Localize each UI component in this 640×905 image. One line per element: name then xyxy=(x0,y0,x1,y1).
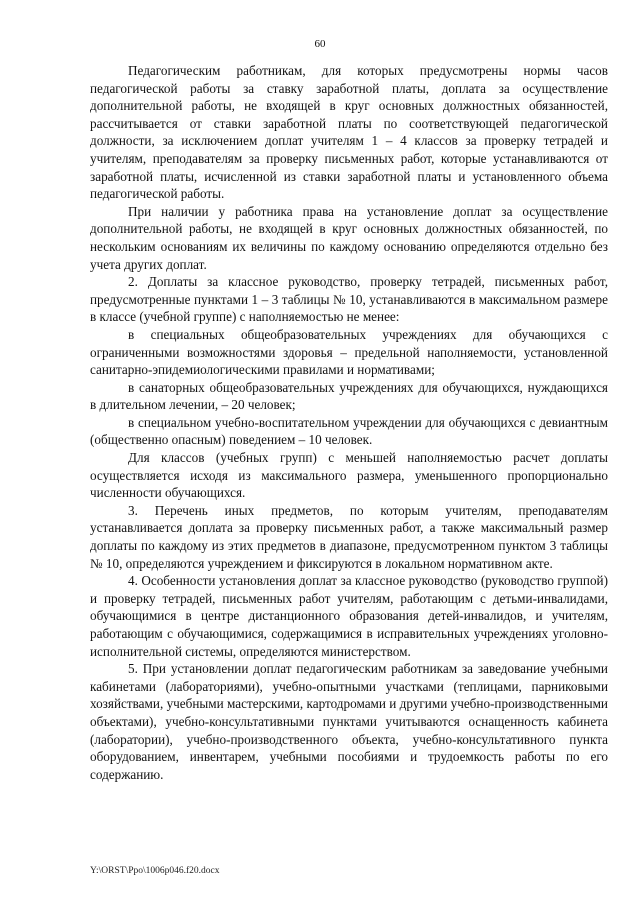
paragraph-item-4: 4. Особенности установления доплат за классное руководство (руководство группой) и проверку тетрадей, письменных работ учителям, работающим с детьми-инвалидами, обучающимися в центре дистанционного образования детей-инвалидов, и учителям, работающим с обучающимися, содержащимися в исправительных учреждениях уголовно-исполнительной системы, определяются министерством. xyxy=(90,573,608,659)
paragraph-special-educational-institution: в специальном учебно-воспитательном учреждении для обучающихся с девиантным (общественно опасным) поведением – 10 человек. xyxy=(90,414,608,448)
paragraph-multiple-grounds: При наличии у работника права на установление доплат за осуществление дополнительной работы, не входящей в круг основных должностных обязанностей, по нескольким основаниям их величины по каждому основанию определяются отдельно без учета других доплат. xyxy=(90,203,608,272)
paragraph-item-2: 2. Доплаты за классное руководство, проверку тетрадей, письменных работ, предусмотренные пунктами 1 – 3 таблицы № 10, устанавливаются в максимальном размере в классе (учебной группе) с наполняемостью не менее: xyxy=(90,274,608,325)
page-number: 60 xyxy=(314,38,326,50)
paragraph-item-3: 3. Перечень иных предметов, по которым учителям, преподавателям устанавливается доплата за проверку письменных работ, а также максимальный размер доплаты по каждому из этих предметов в диапазоне, предусмотренном пунктом 3 таблицы № 10, определяются учреждением и фиксируются в локальном нормативном акте. xyxy=(90,502,608,571)
document-body xyxy=(90,62,608,783)
paragraph-smaller-classes: Для классов (учебных групп) с меньшей наполняемостью расчет доплаты осуществляется исходя из максимального размера, уменьшенного пропорционально численности обучающихся. xyxy=(90,450,608,501)
paragraph-item-5: 5. При установлении доплат педагогическим работникам за заведование учебными кабинетами (лабораториями), учебно-опытными участками (теплицами, парниковыми хозяйствами, учебными мастерскими, картодромами и другими учебно-производственными объектами), учебно-консультативными пунктами учитываются оснащенность кабинета (лаборатории), учебно-производственного объекта, учебно-консультативного пункта оборудованием, инвентарем, учебными пособиями и трудоемкость работы по его содержанию. xyxy=(90,661,608,782)
paragraph-pedagogical-workers: Педагогическим работникам, для которых предусмотрены нормы часов педагогической работы за ставку заработной платы, доплата за осуществление дополнительной работы, не входящей в круг основных должностных обязанностей, рассчитывается от ставки заработной платы по соответствующей педагогической должности, за исключением доплат учителям 1 – 4 классов за проверку тетрадей и учителям, преподавателям за проверку письменных работ, которые устанавливаются от заработной платы, исчисленной из ставки заработной платы и установленного объема педагогической работы. xyxy=(90,63,608,202)
paragraph-special-schools: в специальных общеобразовательных учреждениях для обучающихся с ограниченными возможностями здоровья – предельной наполняемости, установленной санитарно-эпидемиологическими правилами и нормативами; xyxy=(90,326,608,378)
paragraph-sanatorium-schools: в санаторных общеобразовательных учреждениях для обучающихся, нуждающихся в длительном лечении, – 20 человек; xyxy=(90,379,608,413)
footer-file-path: Y:\ORST\Ppo\1006p046.f20.docx xyxy=(90,866,220,876)
